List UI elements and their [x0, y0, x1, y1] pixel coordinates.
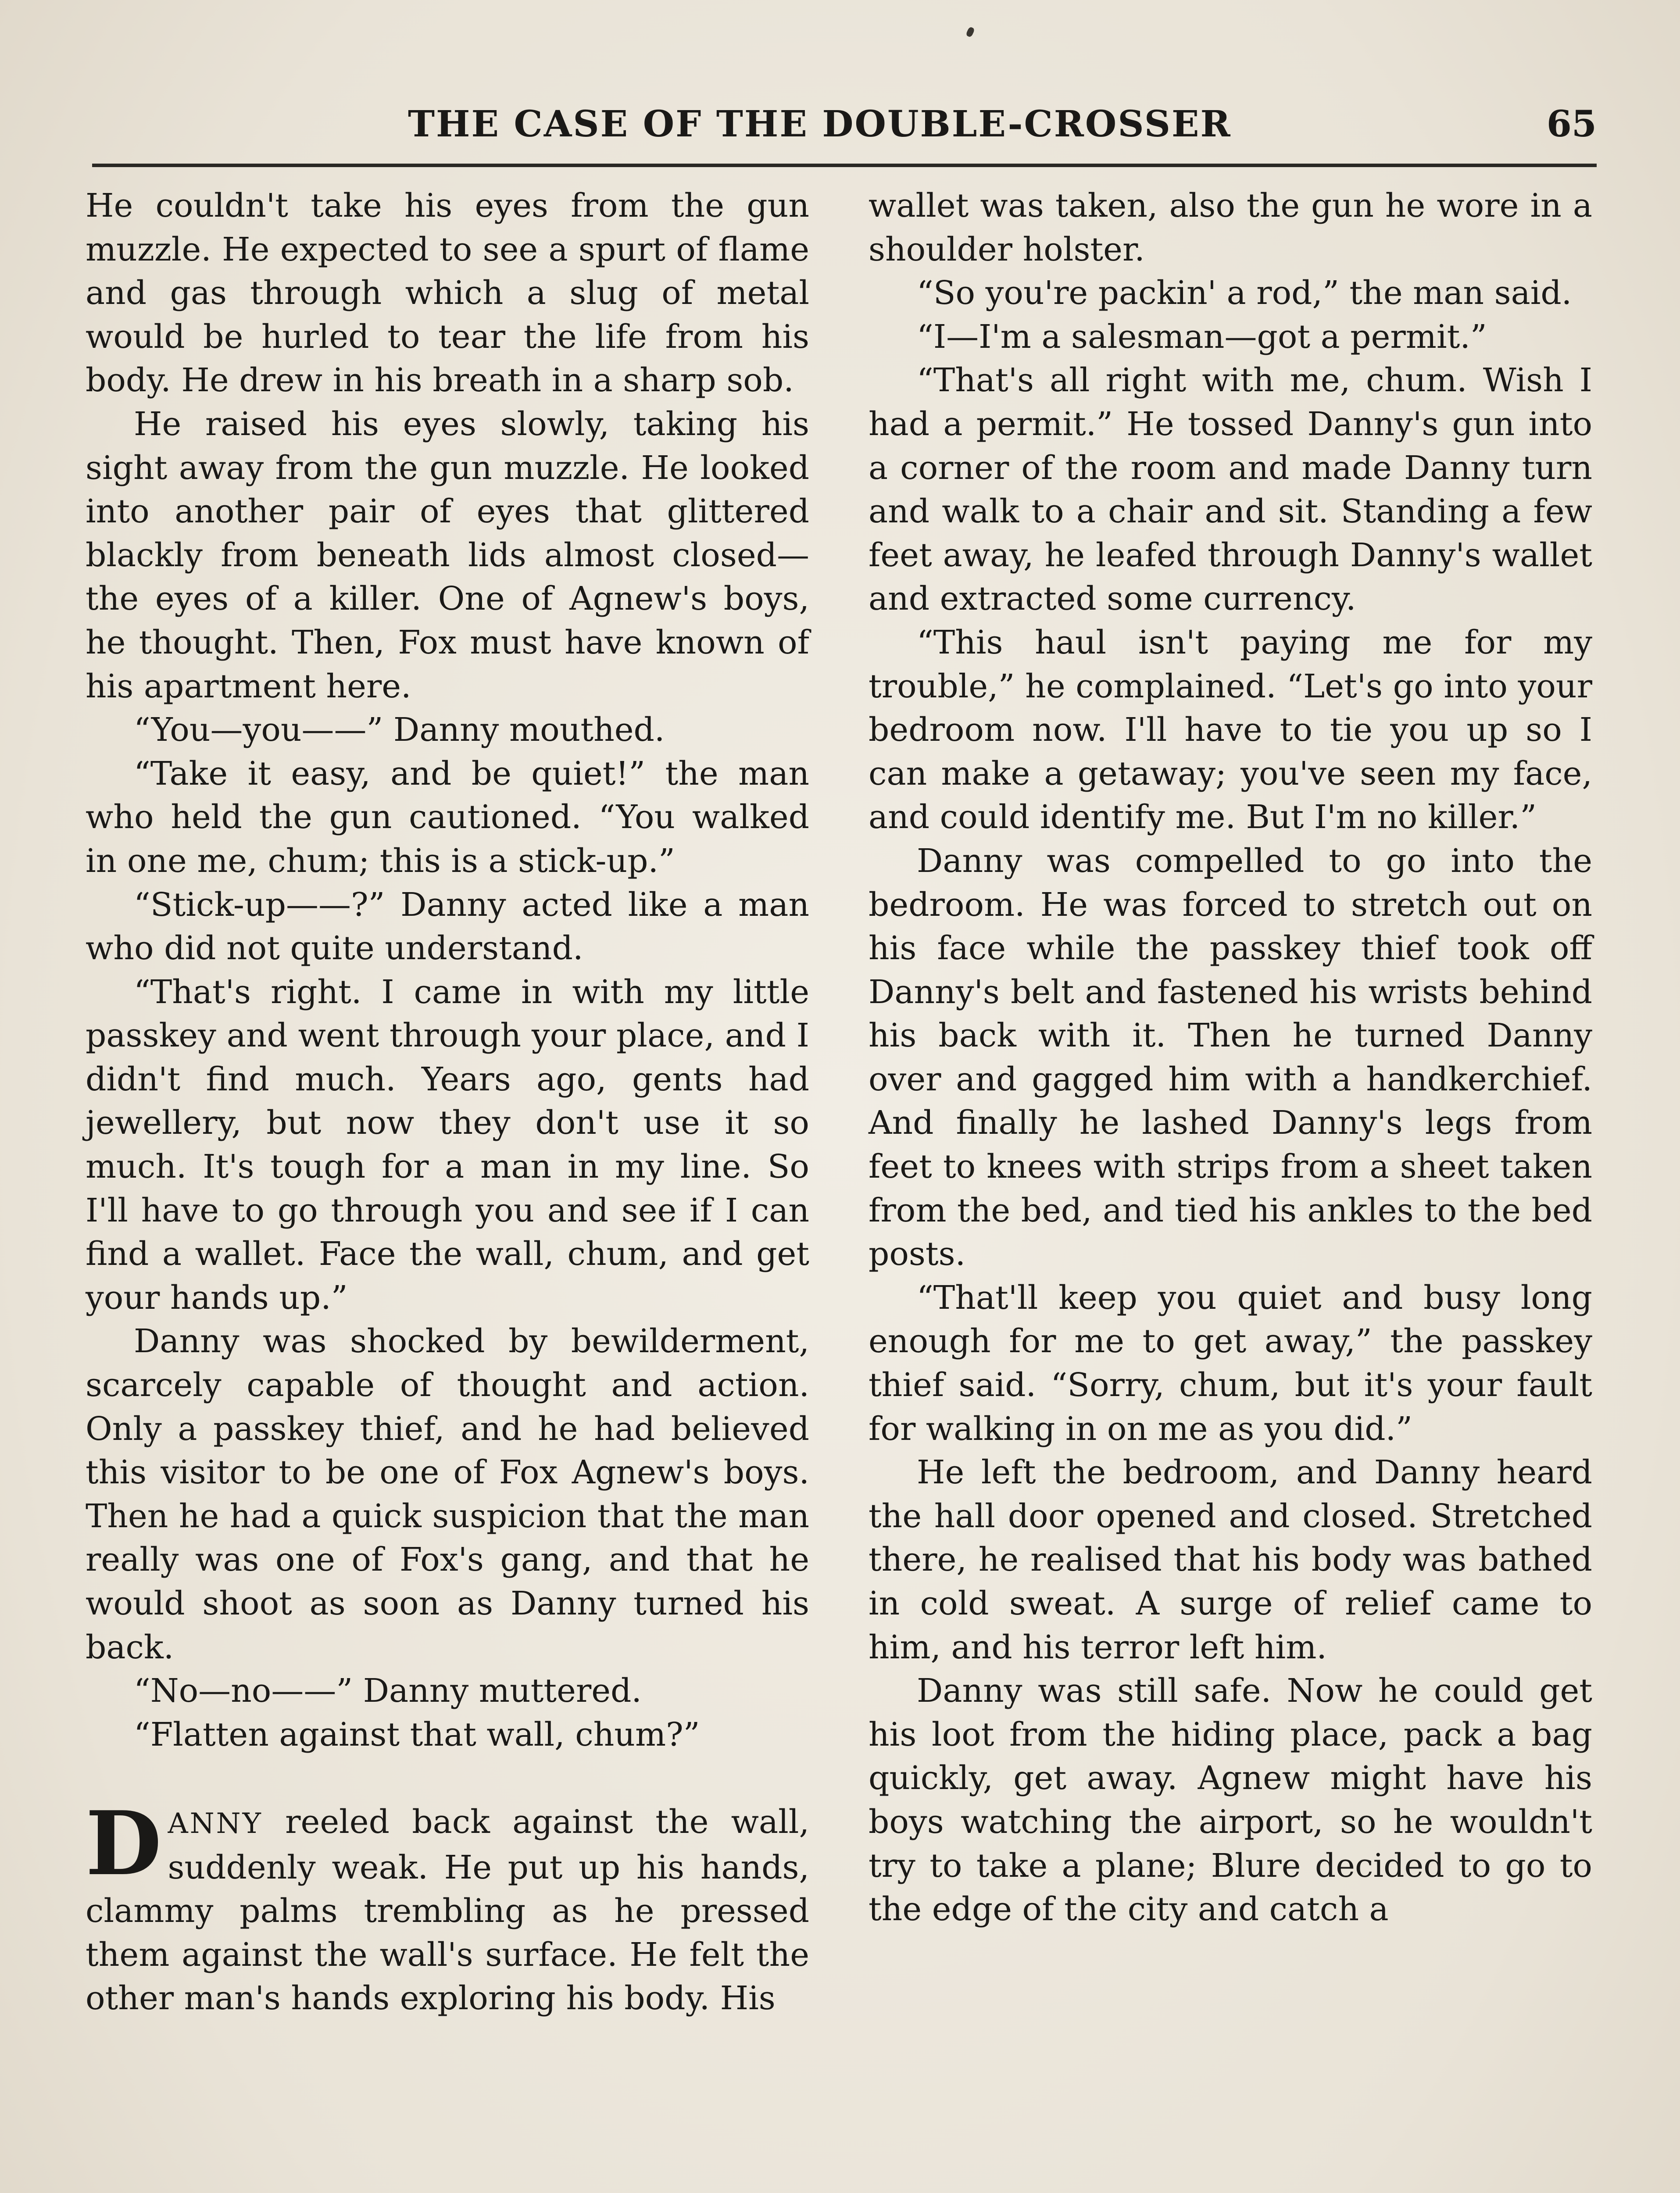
running-title: THE CASE OF THE DOUBLE-CROSSER: [408, 103, 1232, 145]
drop-cap: D: [86, 1792, 162, 1895]
paragraph: “Take it easy, and be quiet!” the man who held the gun cautioned. “You walked in one me, chum; this is a stick-up.”: [86, 754, 809, 880]
paragraph: wallet was taken, also the gun he wore in a shoulder holster.: [869, 187, 1592, 268]
header-rule: [92, 164, 1597, 167]
page-header: [92, 99, 1597, 160]
ink-speck: [965, 26, 975, 38]
paragraph: “Stick-up——?” Danny acted like a man who did not quite understand.: [86, 886, 809, 968]
paragraph: Danny was shocked by bewilderment, scarcely capable of thought and action. Only a passkey thief, and he had believed this visitor to be one of Fox Agnew's boys. Then he had a quick suspicion that the man really was one of Fox's gang, and that he would shoot as soon as Danny turned his back.: [86, 1322, 809, 1666]
paragraph: “So you're packin' a rod,” the man said.: [917, 274, 1572, 312]
paragraph: He left the bedroom, and Danny heard the hall door opened and closed. Stretched there, he realised that his body was bathed in cold sweat. A surge of relief came to him, and his terror left him.: [869, 1454, 1592, 1666]
section-opening-paragraph: [86, 1792, 809, 2021]
paragraph: He couldn't take his eyes from the gun muzzle. He expected to see a spurt of flame and gas through which a slug of metal would be hurled to tear the life from his body. He drew in his breath in a sharp sob.: [86, 187, 809, 400]
section-text: reeled back against the wall, suddenly weak. He put up his hands, clammy palms trembling as he pressed them against the wall's surface. He felt the other man's hands exploring his body. His: [86, 1803, 809, 2018]
paragraph: He raised his eyes slowly, taking his sight away from the gun muzzle. He looked into another pair of eyes that glittered blackly from beneath lids almost closed—the eyes of a killer. One of Agnew's boys, he thought. Then, Fox must have known of his apartment here.: [86, 405, 809, 705]
page-number: 65: [1546, 103, 1597, 145]
paragraph: “This haul isn't paying me for my trouble,” he complained. “Let's go into your bedroom now. I'll have to tie you up so I can make a getaway; you've seen my face, and could identify me. But I'm no killer.”: [869, 623, 1592, 836]
right-column: [869, 184, 1592, 2193]
small-caps-lead: ANNY: [168, 1807, 263, 1840]
paragraph: Danny was still safe. Now he could get his loot from the hiding place, pack a bag quickly, get away. Agnew might have his boys watching the airport, so he wouldn't try to take a plane; Blure decided to go to the edge of the city and catch a: [869, 1672, 1592, 1929]
paragraph: “You—you——” Danny mouthed.: [134, 711, 665, 749]
paragraph: “No—no——” Danny muttered.: [134, 1672, 642, 1710]
paragraph: Danny was compelled to go into the bedroom. He was forced to stretch out on his face while the passkey thief took off Danny's belt and fastened his wrists behind his back with it. Then he turned Danny over and gagged him with a handkerchief. And finally he lashed Danny's legs from feet to knees with strips from a sheet taken from the bed, and tied his ankles to the bed posts.: [869, 842, 1592, 1273]
paragraph: “That's right. I came in with my little passkey and went through your place, and I didn't find much. Years ago, gents had jewellery, but now they don't use it so much. It's tough for a man in my line. So I'll have to go through you and see if I can find a wallet. Face the wall, chum, and get your hands up.”: [86, 973, 809, 1317]
paragraph: “That'll keep you quiet and busy long enough for me to get away,” the passkey thief said. “Sorry, chum, but it's your fault for walking in on me as you did.”: [869, 1279, 1592, 1448]
paragraph: “That's all right with me, chum. Wish I had a permit.” He tossed Danny's gun into a corner of the room and made Danny turn and walk to a chair and sit. Standing a few feet away, he leafed through Danny's wallet and extracted some currency.: [869, 361, 1592, 618]
paragraph: “Flatten against that wall, chum?”: [134, 1715, 700, 1754]
left-column: [86, 184, 809, 2193]
paragraph: “I—I'm a salesman—got a permit.”: [917, 318, 1487, 356]
